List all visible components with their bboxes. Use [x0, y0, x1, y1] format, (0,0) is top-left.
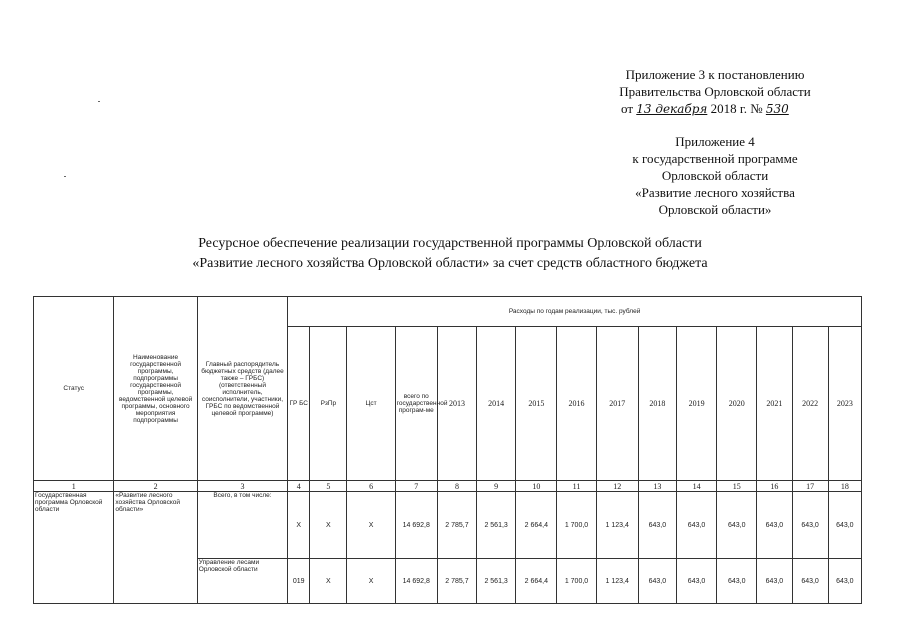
year-value-cell: 643,0: [792, 492, 828, 559]
appendix-3-header: [585, 66, 845, 118]
header-year: 2021: [757, 327, 792, 481]
header-year: 2020: [717, 327, 757, 481]
header-expenses-group: Расходы по годам реализации, тыс. рублей: [288, 297, 862, 327]
executor-cell: Всего, в том числе:: [197, 492, 287, 559]
resource-table: [33, 296, 862, 604]
column-number: 17: [792, 481, 828, 492]
title-line2: «Развитие лесного хозяйства Орловской области» за счет средств областного бюджета: [192, 256, 708, 271]
handwritten-number: 530: [765, 102, 789, 116]
appendix-4-line5: Орловской области»: [658, 202, 772, 217]
cst-cell: X: [347, 492, 395, 559]
column-number: 18: [828, 481, 861, 492]
appendix-4-line4: «Развитие лесного хозяйства: [635, 185, 795, 200]
year-value-cell: 643,0: [757, 492, 792, 559]
rzpr-cell: X: [310, 492, 347, 559]
column-number: 3: [197, 481, 287, 492]
column-number: 4: [288, 481, 310, 492]
document-title: [120, 234, 780, 274]
year-value-cell: 1 123,4: [596, 492, 638, 559]
total-cell: 14 692,8: [395, 559, 437, 604]
year-value-cell: 1 700,0: [557, 559, 596, 604]
column-number: 5: [310, 481, 347, 492]
year-value-cell: 2 785,7: [437, 492, 476, 559]
header-year: 2017: [596, 327, 638, 481]
year-value-cell: 2 664,4: [516, 492, 557, 559]
appendix-4-header: [590, 133, 840, 218]
column-number: 14: [676, 481, 716, 492]
header-name: Наименование государственной программы, подпрограммы государственной программы, ведомственной целевой программы, основного мероприятия подпрограммы: [114, 297, 197, 481]
year-value-cell: 643,0: [676, 559, 716, 604]
column-number: 6: [347, 481, 395, 492]
header-grbs: ГР БС: [288, 327, 310, 481]
column-number-row: [34, 481, 862, 492]
header-total: всего по государственной програм-ме: [395, 327, 437, 481]
grbs-cell: X: [288, 492, 310, 559]
appendix-4-line2: к государственной программе: [632, 151, 798, 166]
scan-speck: [98, 101, 100, 102]
executor-cell: Управление лесами Орловской области: [197, 559, 287, 604]
year-value-cell: 643,0: [676, 492, 716, 559]
year-value-cell: 2 561,3: [477, 492, 516, 559]
header-year: 2023: [828, 327, 861, 481]
status-cell: Государственная программа Орловской области: [34, 492, 114, 604]
year-value-cell: 1 700,0: [557, 492, 596, 559]
column-number: 12: [596, 481, 638, 492]
header-year: 2014: [477, 327, 516, 481]
year-value-cell: 643,0: [638, 559, 676, 604]
year-value-cell: 1 123,4: [596, 559, 638, 604]
appendix-4-line1: Приложение 4: [675, 134, 755, 149]
year-value-cell: 2 664,4: [516, 559, 557, 604]
column-number: 15: [717, 481, 757, 492]
header-grbs-main: Главный распорядитель бюджетных средств (далее также – ГРБС) (ответственный исполнитель, соисполнители, участники, ГРБС по ведомственной целевой программе): [197, 297, 287, 481]
column-number: 13: [638, 481, 676, 492]
column-number: 10: [516, 481, 557, 492]
column-number: 2: [114, 481, 197, 492]
appendix-4-line3: Орловской области: [661, 168, 769, 183]
year-value-cell: 643,0: [717, 492, 757, 559]
column-number: 1: [34, 481, 114, 492]
program-name-cell: «Развитие лесного хозяйства Орловской области»: [114, 492, 197, 604]
appendix-3-line1: Приложение 3 к постановлению: [625, 67, 805, 82]
date-prefix: от: [621, 101, 634, 116]
year-value-cell: 2 561,3: [477, 559, 516, 604]
header-cst: Цст: [347, 327, 395, 481]
year-value-cell: 643,0: [792, 559, 828, 604]
header-year: 2018: [638, 327, 676, 481]
header-status: Статус: [34, 297, 114, 481]
column-number: 9: [477, 481, 516, 492]
header-year: 2019: [676, 327, 716, 481]
header-year: 2013: [437, 327, 476, 481]
rzpr-cell: X: [310, 559, 347, 604]
header-rzpr: РзПр: [310, 327, 347, 481]
year-value-cell: 2 785,7: [437, 559, 476, 604]
appendix-3-line2: Правительства Орловской области: [619, 84, 811, 99]
column-number: 11: [557, 481, 596, 492]
scan-speck: [64, 176, 66, 177]
table-row: [34, 492, 862, 559]
title-line1: Ресурсное обеспечение реализации государственной программы Орловской области: [198, 236, 702, 251]
year-number-label: 2018 г. №: [710, 101, 763, 116]
header-year: 2022: [792, 327, 828, 481]
year-value-cell: 643,0: [828, 559, 861, 604]
grbs-cell: 019: [288, 559, 310, 604]
column-number: 16: [757, 481, 792, 492]
cst-cell: X: [347, 559, 395, 604]
year-value-cell: 643,0: [717, 559, 757, 604]
handwritten-date: 13 декабря: [636, 102, 708, 116]
column-number: 8: [437, 481, 476, 492]
header-year: 2016: [557, 327, 596, 481]
column-number: 7: [395, 481, 437, 492]
total-cell: 14 692,8: [395, 492, 437, 559]
header-year: 2015: [516, 327, 557, 481]
year-value-cell: 643,0: [757, 559, 792, 604]
year-value-cell: 643,0: [828, 492, 861, 559]
year-value-cell: 643,0: [638, 492, 676, 559]
appendix-3-date-line: [585, 100, 845, 118]
